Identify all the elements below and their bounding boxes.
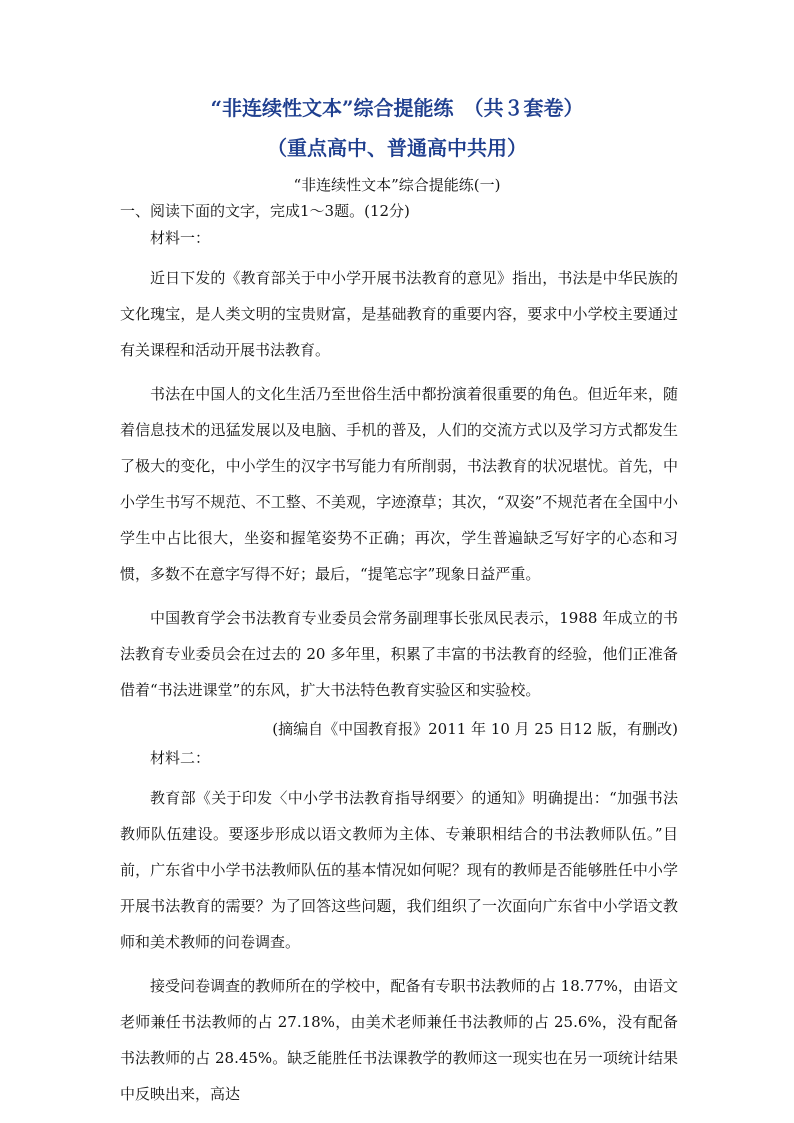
material-one-paragraph: 书法在中国人的文化生活乃至世俗生活中都扮演着很重要的角色。但近年来，随着信息技术的迅猛发展以及电脑、手机的普及，人们的交流方式以及学习方式都发生了极大的变化，中小学生的汉字书写能力有所削弱，书法教育的状况堪忧。首先，中小学生书写不规范、不工整、不美观，字迹潦草；其次，“双姿”不规范者在全国中小学生中占比很大，坐姿和握笔姿势不正确；再次，学生普遍缺乏写好字的心态和习惯，多数不在意字写得不好；最后，“提笔忘字”现象日益严重。: [120, 385, 678, 583]
document-title-scope: （重点高中、普通高中共用）: [267, 136, 527, 160]
material-two-paragraph: 接受问卷调查的教师所在的学校中，配备有专职书法教师的占 18.77%，由语文老师兼任书法教师的占 27.18%，由美术老师兼任书法教师的占 25.6%，没有配备书法教师的占 28.45%。缺乏能胜任书法课教学的教师这一现实也在另一项统计结果中反映出来，高达: [120, 977, 678, 1103]
exercise-subtitle: “非连续性文本”综合提能练(一): [293, 176, 501, 194]
material-two-paragraph: 教育部《关于印发〈中小学书法教育指导纲要〉的通知》明确提出：“加强书法教师队伍建设。要逐步形成以语文教师为主体、专兼职相结合的书法教师队伍。”目前，广东省中小学书法教师队伍的基本情况如何呢？现有的教师是否能够胜任中小学开展书法教育的需要？为了回答这些问题，我们组织了一次面向广东省中小学语文教师和美术教师的问卷调查。: [120, 789, 678, 951]
material-two-label: 材料二：: [150, 749, 211, 767]
question-instruction: 一、阅读下面的文字，完成1～3题。(12分): [120, 202, 410, 220]
material-one-label: 材料一：: [150, 229, 211, 247]
document-title: “非连续性文本”综合提能练 （共３套卷）: [210, 96, 584, 120]
document-body: [120, 198, 678, 1112]
material-one-source: (摘编自《中国教育报》2011 年 10 月 25 日12 版，有删改): [272, 720, 678, 738]
material-one-paragraph: 中国教育学会书法教育专业委员会常务副理事长张凤民表示，1988 年成立的书法教育专业委员会在过去的 20 多年里，积累了丰富的书法教育的经验，他们正准备借着“书法进课堂”的东风，扩大书法特色教育实验区和实验校。: [120, 609, 678, 699]
material-one-paragraph: 近日下发的《教育部关于中小学开展书法教育的意见》指出，书法是中华民族的文化瑰宝，是人类文明的宝贵财富，是基础教育的重要内容，要求中小学校主要通过有关课程和活动开展书法教育。: [120, 269, 678, 359]
